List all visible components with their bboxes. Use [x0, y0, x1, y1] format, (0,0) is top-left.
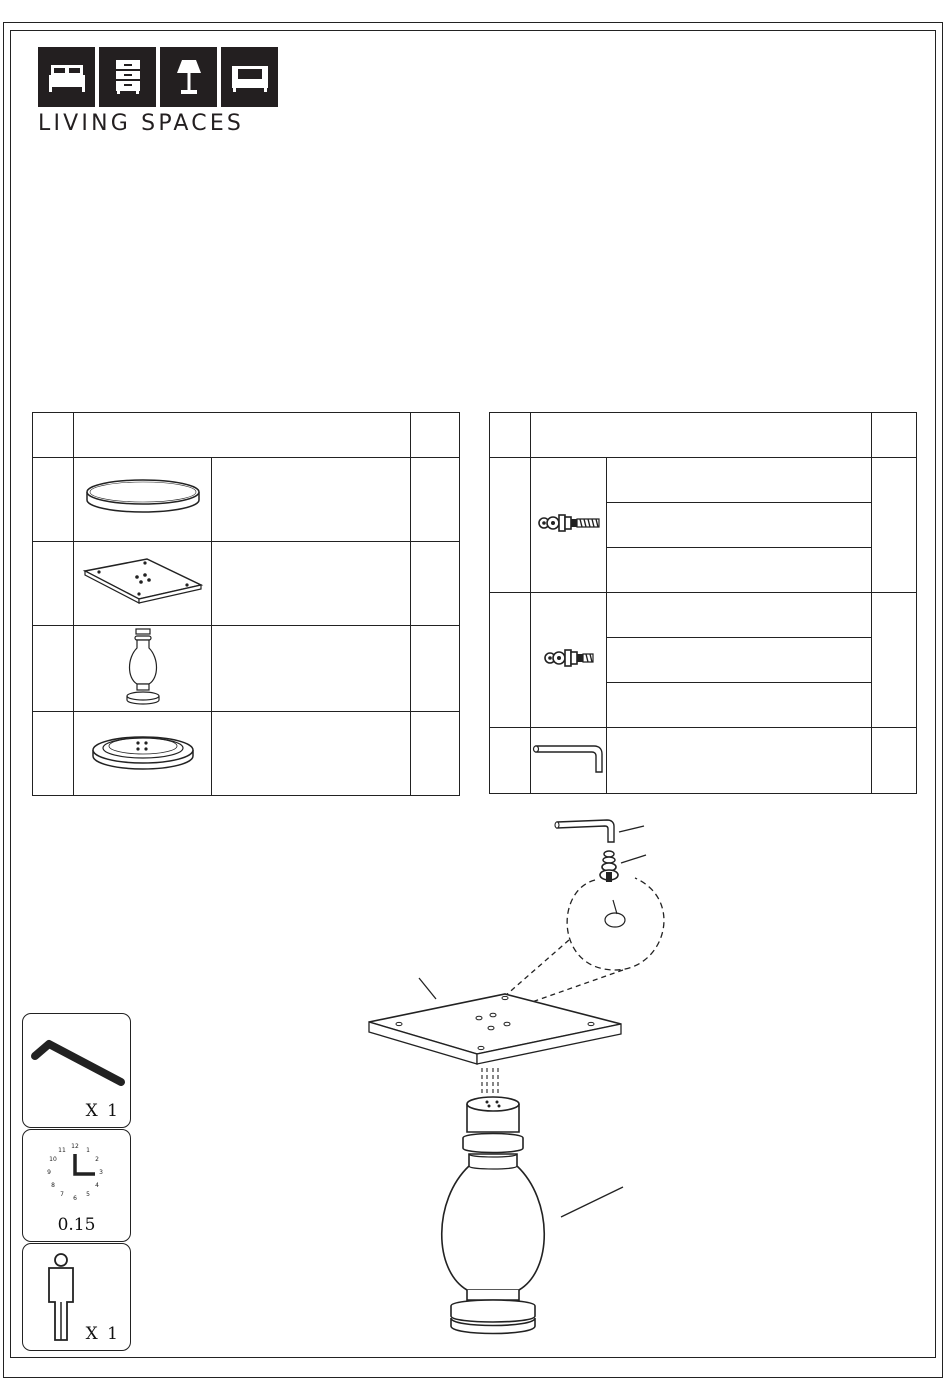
short-bolt-washer-icon — [531, 593, 607, 728]
header-id — [33, 413, 74, 458]
bed-icon — [38, 47, 95, 107]
table-row — [33, 542, 460, 626]
bolt-washer-icon — [600, 851, 618, 882]
svg-text:3: 3 — [99, 1169, 103, 1176]
allen-key-icon — [531, 728, 607, 794]
part-qty — [411, 542, 460, 626]
part-name — [212, 712, 411, 796]
header-qty — [411, 413, 460, 458]
svg-text:9: 9 — [47, 1169, 51, 1176]
callout-line — [561, 1187, 623, 1217]
header-description — [74, 413, 411, 458]
table-row — [490, 593, 917, 638]
callout-line — [619, 826, 644, 832]
brand-logo — [38, 47, 281, 136]
sofa-icon — [221, 47, 278, 107]
hardware-name-line — [607, 683, 872, 728]
bolt-hole-detail — [605, 913, 625, 927]
table-header-row — [33, 413, 460, 458]
dowel-guide-lines — [482, 1068, 498, 1096]
assembly-time-card — [22, 1129, 131, 1242]
square-mounting-plate — [369, 994, 621, 1064]
part-qty — [411, 458, 460, 542]
assembly-diagram — [355, 810, 685, 1340]
row-id — [33, 626, 74, 712]
row-id — [490, 728, 531, 794]
hardware-name-line — [607, 548, 872, 593]
callout-line — [621, 855, 646, 863]
allen-key-icon — [555, 820, 614, 842]
row-id — [490, 458, 531, 593]
callout-line — [419, 978, 436, 999]
part-name — [212, 626, 411, 712]
table-row — [490, 458, 917, 503]
header-qty — [872, 413, 917, 458]
callout-line — [613, 900, 617, 914]
hardware-name-line — [607, 638, 872, 683]
table-row — [33, 458, 460, 542]
part-qty — [872, 593, 917, 728]
table-row — [33, 712, 460, 796]
svg-text:7: 7 — [60, 1191, 64, 1198]
row-id — [490, 593, 531, 728]
table-row — [33, 626, 460, 712]
svg-text:11: 11 — [58, 1147, 66, 1154]
allen-key-tool-card — [22, 1013, 131, 1128]
row-id — [33, 712, 74, 796]
table-row — [490, 728, 917, 794]
hardware-name-line — [607, 503, 872, 548]
pedestal-column-icon — [74, 626, 212, 712]
people-required-card — [22, 1243, 131, 1351]
svg-text:2: 2 — [95, 1156, 99, 1163]
allen-key-quantity: X 1 — [85, 1101, 120, 1121]
svg-text:1: 1 — [86, 1147, 90, 1154]
hardware-name-line — [607, 593, 872, 638]
dresser-icon — [99, 47, 156, 107]
svg-text:4: 4 — [95, 1182, 99, 1189]
header-description — [531, 413, 872, 458]
round-base-icon — [74, 712, 212, 796]
hardware-name-line — [607, 728, 872, 794]
parts-table-main — [32, 412, 460, 796]
people-quantity: X 1 — [85, 1324, 120, 1344]
square-mounting-plate-icon — [74, 542, 212, 626]
allen-key-icon — [23, 1020, 129, 1100]
hardware-table — [489, 412, 917, 794]
pedestal-column — [442, 1097, 545, 1334]
part-qty — [872, 728, 917, 794]
long-bolt-washer-icon — [531, 458, 607, 593]
row-id — [33, 542, 74, 626]
hardware-name-line — [607, 458, 872, 503]
part-qty — [411, 712, 460, 796]
svg-text:6: 6 — [73, 1195, 77, 1202]
part-name — [212, 542, 411, 626]
clock-icon — [23, 1132, 131, 1218]
part-name — [212, 458, 411, 542]
header-id — [490, 413, 531, 458]
assembly-time-value: 0.15 — [57, 1215, 96, 1235]
row-id — [33, 458, 74, 542]
svg-text:10: 10 — [49, 1156, 57, 1163]
svg-text:8: 8 — [51, 1182, 55, 1189]
svg-text:5: 5 — [86, 1191, 90, 1198]
brand-name: LIVING SPACES — [38, 111, 245, 136]
round-table-top-icon — [74, 458, 212, 542]
part-qty — [411, 626, 460, 712]
svg-text:12: 12 — [71, 1143, 79, 1150]
lamp-icon — [160, 47, 217, 107]
part-qty — [872, 458, 917, 593]
table-header-row — [490, 413, 917, 458]
